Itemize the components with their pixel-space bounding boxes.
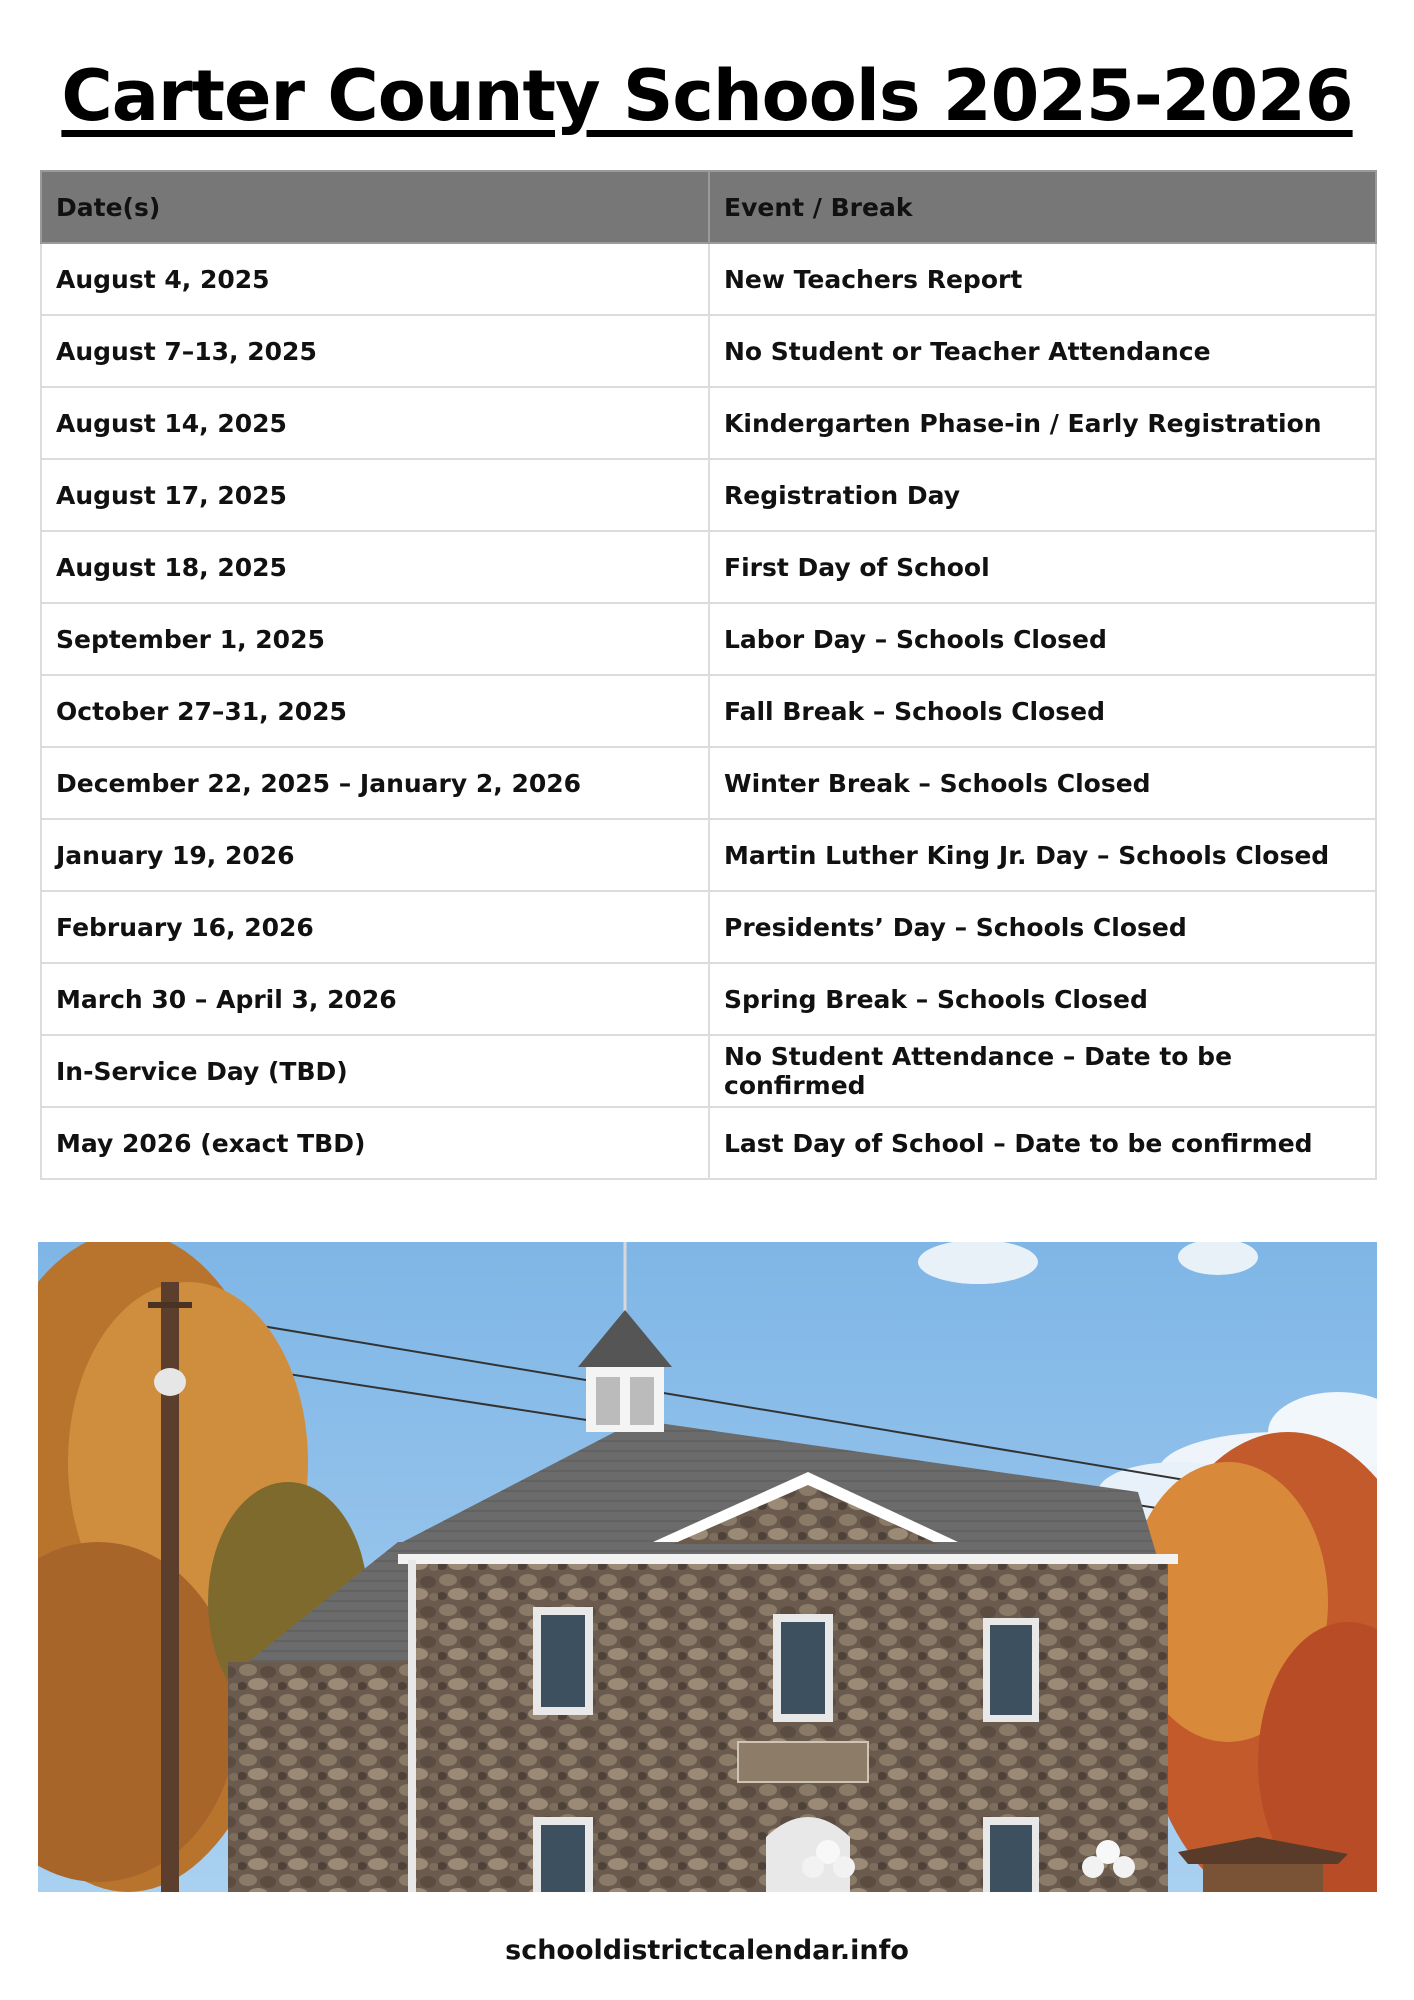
date-cell: August 7–13, 2025 [41,315,709,387]
event-cell: No Student or Teacher Attendance [709,315,1376,387]
date-cell: August 14, 2025 [41,387,709,459]
date-cell: January 19, 2026 [41,819,709,891]
street-light [154,1368,186,1396]
table-row [41,243,1376,315]
table-row [41,459,1376,531]
event-cell: Presidents’ Day – Schools Closed [709,891,1376,963]
table-header-row [41,171,1376,243]
corner-trim [408,1560,416,1892]
event-cell: New Teachers Report [709,243,1376,315]
column-header-event: Event / Break [709,171,1376,243]
footer-website: schooldistrictcalendar.info [505,1935,909,1966]
table-row [41,315,1376,387]
table-row [41,675,1376,747]
table-row [41,1107,1376,1179]
event-cell: Last Day of School – Date to be confirmed [709,1107,1376,1179]
date-cell: August 17, 2025 [41,459,709,531]
event-cell: Fall Break – Schools Closed [709,675,1376,747]
school-building-illustration [38,1242,1377,1892]
date-cell: August 4, 2025 [41,243,709,315]
table-row [41,891,1376,963]
table-row [41,531,1376,603]
column-header-dates: Date(s) [41,171,709,243]
event-cell: No Student Attendance – Date to be confirmed [709,1035,1376,1107]
page-title: Carter County Schools 2025-2026 [61,55,1353,137]
kiosk [1203,1864,1323,1892]
date-cell: December 22, 2025 – January 2, 2026 [41,747,709,819]
date-cell: In-Service Day (TBD) [41,1035,709,1107]
table-row [41,747,1376,819]
table-row [41,1035,1376,1107]
table-row [41,963,1376,1035]
school-building-photo [38,1242,1377,1892]
event-cell: Winter Break – Schools Closed [709,747,1376,819]
table-row [41,387,1376,459]
event-cell: Kindergarten Phase-in / Early Registration [709,387,1376,459]
event-cell: Spring Break – Schools Closed [709,963,1376,1035]
date-cell: August 18, 2025 [41,531,709,603]
plaque [738,1742,868,1782]
table-row [41,819,1376,891]
date-cell: October 27–31, 2025 [41,675,709,747]
date-cell: September 1, 2025 [41,603,709,675]
date-cell: March 30 – April 3, 2026 [41,963,709,1035]
event-cell: First Day of School [709,531,1376,603]
calendar-table [40,170,1377,1180]
roof-trim [398,1554,1178,1564]
date-cell: May 2026 (exact TBD) [41,1107,709,1179]
event-cell: Registration Day [709,459,1376,531]
cloud [918,1242,1038,1284]
event-cell: Labor Day – Schools Closed [709,603,1376,675]
date-cell: February 16, 2026 [41,891,709,963]
event-cell: Martin Luther King Jr. Day – Schools Closed [709,819,1376,891]
table-row [41,603,1376,675]
